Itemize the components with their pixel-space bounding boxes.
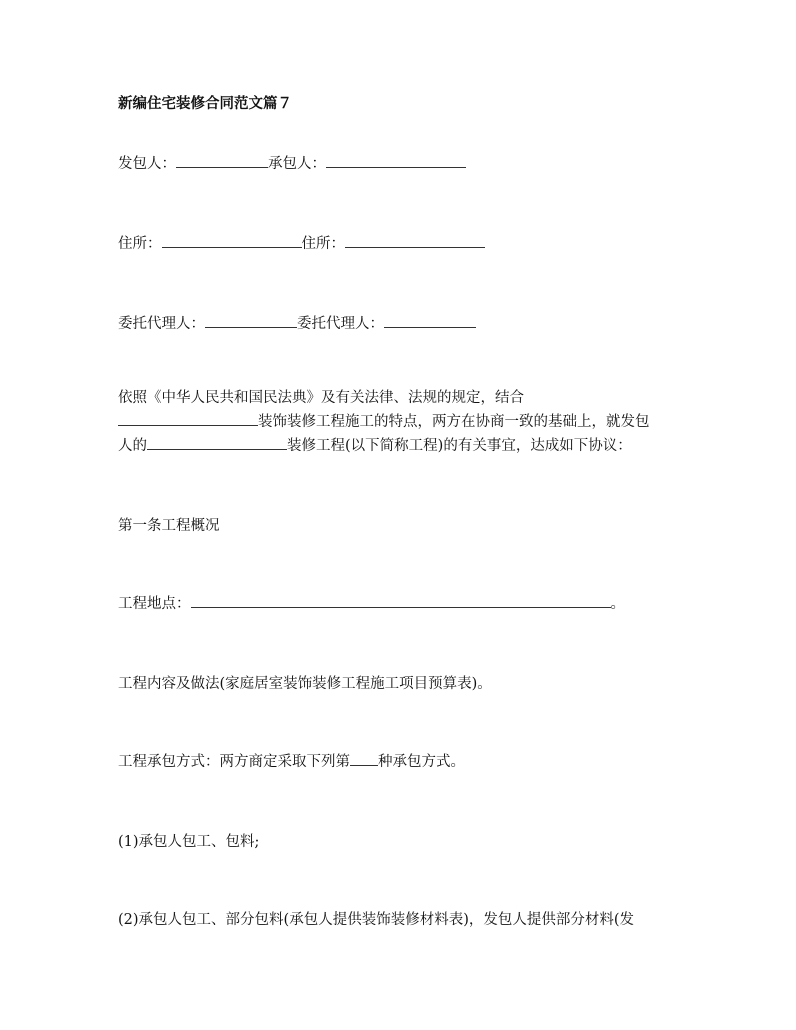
employer-agent-label: 委托代理人：	[118, 316, 205, 332]
intro-line-3	[118, 434, 632, 458]
contractor-agent-blank	[384, 313, 476, 328]
intro-line-2-text: 装饰装修工程施工的特点，两方在协商一致的基础上，就发包	[258, 414, 650, 430]
intro-line-1: 依照《中华人民共和国民法典》及有关法律、法规的规定，结合	[118, 390, 524, 406]
document-title: 新编住宅装修合同范文篇７	[118, 96, 292, 112]
content-row: 工程内容及做法(家庭居室装饰装修工程施工项目预算表)。	[118, 676, 492, 692]
method-row	[118, 750, 465, 774]
employer-agent-blank	[205, 313, 297, 328]
employer-label: 发包人：	[118, 156, 176, 172]
location-label: 工程地点：	[118, 596, 191, 612]
contractor-agent-label: 委托代理人：	[297, 316, 384, 332]
option-2: (2)承包人包工、部分包料(承包人提供装饰装修材料表)，发包人提供部分材料(发	[118, 912, 635, 928]
employer-address-blank	[162, 233, 302, 248]
contractor-label: 承包人：	[268, 156, 326, 172]
intro-line-2	[118, 410, 650, 434]
parties-row	[118, 152, 466, 176]
article-1-heading: 第一条工程概况	[118, 518, 220, 534]
contractor-address-label: 住所：	[301, 236, 345, 252]
intro-line-3-text: 装修工程(以下简称工程)的有关事宜，达成如下协议：	[287, 438, 632, 454]
intro-line-3-prefix: 人的	[118, 438, 147, 454]
employer-blank	[176, 153, 268, 168]
contractor-blank	[326, 153, 466, 168]
method-blank	[350, 751, 378, 766]
contractor-address-blank	[345, 233, 485, 248]
location-row	[118, 592, 625, 616]
method-prefix: 工程承包方式：两方商定采取下列第	[118, 754, 350, 770]
method-suffix: 种承包方式。	[378, 754, 465, 770]
address-row	[118, 232, 485, 256]
agent-row	[118, 312, 476, 336]
project-name-blank	[118, 411, 258, 426]
employer-address-label: 住所：	[118, 236, 162, 252]
decoration-project-blank	[147, 435, 287, 450]
option-1: (1)承包人包工、包料;	[118, 834, 260, 850]
location-blank	[191, 593, 611, 608]
location-end: 。	[610, 596, 625, 612]
